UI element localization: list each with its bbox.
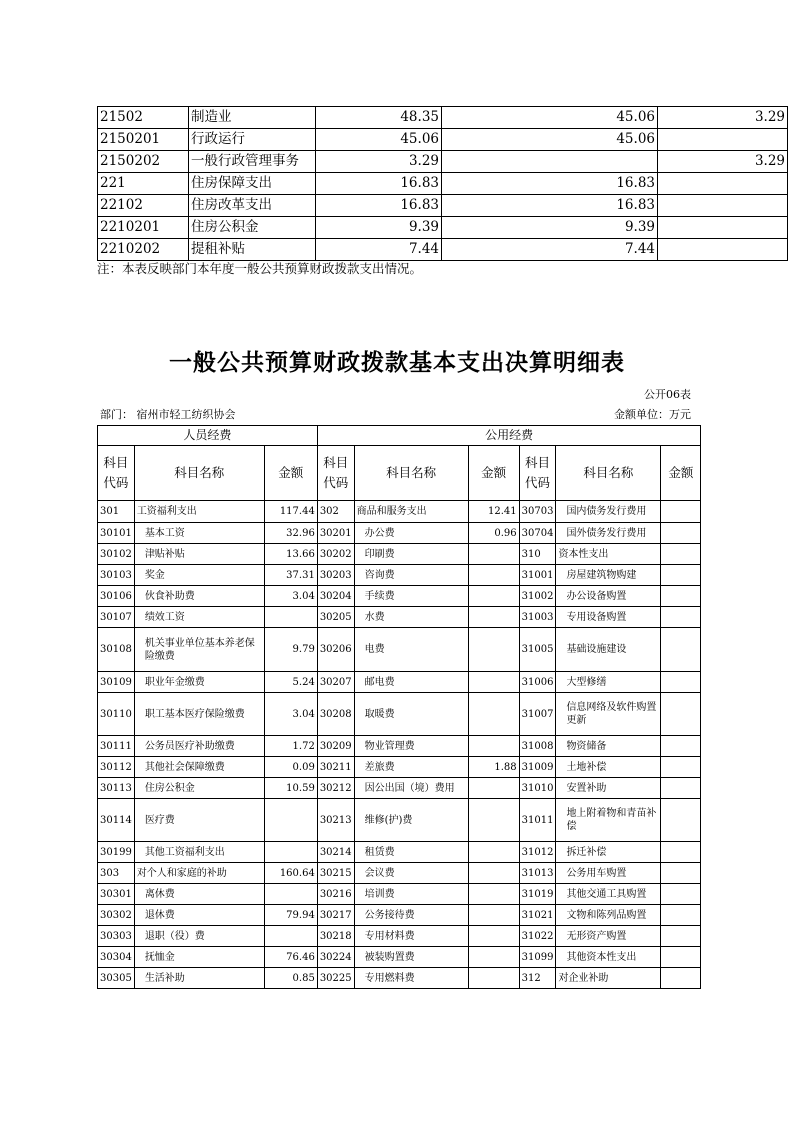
subject-name-cell: 其他工资福利支出 bbox=[134, 842, 264, 863]
amount-cell: 3.04 bbox=[264, 693, 317, 736]
subject-name-cell: 伙食补助费 bbox=[134, 586, 264, 607]
amount-cell bbox=[661, 905, 701, 926]
subject-name-cell: 拆迁补偿 bbox=[556, 842, 661, 863]
amount-cell: 0.96 bbox=[468, 523, 519, 544]
subject-code-cell: 31003 bbox=[519, 607, 556, 628]
amount-cell bbox=[468, 778, 519, 799]
amount-cell bbox=[468, 628, 519, 672]
project-amount-cell bbox=[658, 195, 788, 217]
subject-name-cell: 因公出国（境）费用 bbox=[354, 778, 468, 799]
amount-cell bbox=[264, 884, 317, 905]
subject-name-cell: 住房公积金 bbox=[189, 217, 316, 239]
amount-cell bbox=[468, 565, 519, 586]
project-amount-cell bbox=[658, 217, 788, 239]
subject-name-cell: 信息网络及软件购置更新 bbox=[556, 693, 661, 736]
amount-cell bbox=[661, 501, 701, 523]
col-code-header: 科目代码 bbox=[98, 446, 135, 501]
subject-name-cell: 专用燃料费 bbox=[354, 968, 468, 989]
subject-code-cell: 31021 bbox=[519, 905, 556, 926]
amount-cell bbox=[468, 586, 519, 607]
detail-row bbox=[98, 905, 701, 926]
subject-code-cell: 30213 bbox=[317, 799, 354, 842]
subject-name-cell: 离休费 bbox=[134, 884, 264, 905]
subject-name-cell: 资本性支出 bbox=[556, 544, 661, 565]
subject-code-cell: 301 bbox=[98, 501, 135, 523]
subject-code-cell: 31013 bbox=[519, 863, 556, 884]
section-header-row bbox=[98, 426, 701, 446]
subject-code-cell: 30704 bbox=[519, 523, 556, 544]
top-table-row bbox=[98, 173, 788, 195]
total-amount-cell: 3.29 bbox=[316, 151, 442, 173]
subject-code-cell: 310 bbox=[519, 544, 556, 565]
detail-row bbox=[98, 501, 701, 523]
amount-cell bbox=[661, 757, 701, 778]
subject-name-cell: 土地补偿 bbox=[556, 757, 661, 778]
subject-name-cell: 国外债务发行费用 bbox=[556, 523, 661, 544]
amount-cell: 10.59 bbox=[264, 778, 317, 799]
subject-code-cell: 30304 bbox=[98, 947, 135, 968]
subject-name-cell: 差旅费 bbox=[354, 757, 468, 778]
detail-row bbox=[98, 947, 701, 968]
amount-cell bbox=[661, 778, 701, 799]
project-amount-cell: 3.29 bbox=[658, 107, 788, 129]
amount-cell bbox=[661, 544, 701, 565]
subject-name-cell: 住房保障支出 bbox=[189, 173, 316, 195]
subject-name-cell: 租赁费 bbox=[354, 842, 468, 863]
subject-name-cell: 公务员医疗补助缴费 bbox=[134, 736, 264, 757]
detail-row bbox=[98, 778, 701, 799]
total-amount-cell: 48.35 bbox=[316, 107, 442, 129]
amount-unit-label: 金额单位：万元 bbox=[614, 408, 691, 421]
detail-row bbox=[98, 863, 701, 884]
basic-amount-cell: 7.44 bbox=[442, 239, 658, 261]
top-expenditure-table bbox=[97, 106, 788, 261]
subject-name-cell: 生活补助 bbox=[134, 968, 264, 989]
amount-cell bbox=[468, 842, 519, 863]
detail-row bbox=[98, 884, 701, 905]
amount-cell bbox=[661, 863, 701, 884]
subject-name-cell: 对个人和家庭的补助 bbox=[134, 863, 264, 884]
subject-code-cell: 303 bbox=[98, 863, 135, 884]
amount-cell bbox=[468, 884, 519, 905]
subject-code-cell: 30212 bbox=[317, 778, 354, 799]
amount-cell bbox=[661, 736, 701, 757]
subject-name-cell: 一般行政管理事务 bbox=[189, 151, 316, 173]
subject-code-cell: 31019 bbox=[519, 884, 556, 905]
subject-code-cell: 30209 bbox=[317, 736, 354, 757]
subject-code-cell: 30114 bbox=[98, 799, 135, 842]
amount-cell bbox=[264, 842, 317, 863]
col-amount-header: 金额 bbox=[468, 446, 519, 501]
subject-code-cell: 30199 bbox=[98, 842, 135, 863]
subject-code-cell: 30207 bbox=[317, 672, 354, 693]
subject-name-cell: 住房改革支出 bbox=[189, 195, 316, 217]
amount-cell bbox=[264, 799, 317, 842]
amount-cell bbox=[468, 799, 519, 842]
basic-expenditure-detail-table bbox=[97, 425, 701, 989]
amount-cell bbox=[468, 544, 519, 565]
amount-cell bbox=[661, 607, 701, 628]
detail-row bbox=[98, 544, 701, 565]
subject-name-cell: 安置补助 bbox=[556, 778, 661, 799]
subject-code-cell: 30302 bbox=[98, 905, 135, 926]
subject-name-cell: 行政运行 bbox=[189, 129, 316, 151]
detail-row bbox=[98, 757, 701, 778]
subject-code-cell: 302 bbox=[317, 501, 354, 523]
amount-cell: 0.85 bbox=[264, 968, 317, 989]
subject-name-cell: 无形资产购置 bbox=[556, 926, 661, 947]
subject-code-cell: 30703 bbox=[519, 501, 556, 523]
subject-name-cell: 职业年金缴费 bbox=[134, 672, 264, 693]
top-table-note: 注：本表反映部门本年度一般公共预算财政拨款支出情况。 bbox=[97, 261, 423, 276]
subject-name-cell: 公务接待费 bbox=[354, 905, 468, 926]
basic-amount-cell: 9.39 bbox=[442, 217, 658, 239]
project-amount-cell: 3.29 bbox=[658, 151, 788, 173]
subject-name-cell: 对企业补助 bbox=[556, 968, 661, 989]
subject-code-cell: 2210201 bbox=[98, 217, 189, 239]
subject-name-cell: 办公设备购置 bbox=[556, 586, 661, 607]
subject-name-cell: 物资储备 bbox=[556, 736, 661, 757]
subject-name-cell: 手续费 bbox=[354, 586, 468, 607]
amount-cell: 5.24 bbox=[264, 672, 317, 693]
top-table-row bbox=[98, 239, 788, 261]
amount-cell bbox=[468, 736, 519, 757]
project-amount-cell bbox=[658, 173, 788, 195]
detail-row bbox=[98, 799, 701, 842]
subject-name-cell: 机关事业单位基本养老保险缴费 bbox=[134, 628, 264, 672]
col-name-header: 科目名称 bbox=[556, 446, 661, 501]
amount-cell: 3.04 bbox=[264, 586, 317, 607]
subject-code-cell: 30102 bbox=[98, 544, 135, 565]
amount-cell bbox=[661, 628, 701, 672]
subject-name-cell: 物业管理费 bbox=[354, 736, 468, 757]
amount-cell bbox=[661, 842, 701, 863]
subject-code-cell: 31099 bbox=[519, 947, 556, 968]
subject-code-cell: 30201 bbox=[317, 523, 354, 544]
main-table-body bbox=[98, 426, 701, 989]
subject-code-cell: 30225 bbox=[317, 968, 354, 989]
subject-code-cell: 31011 bbox=[519, 799, 556, 842]
subject-name-cell: 培训费 bbox=[354, 884, 468, 905]
subject-name-cell: 地上附着物和青苗补偿 bbox=[556, 799, 661, 842]
top-table-row bbox=[98, 107, 788, 129]
col-name-header: 科目名称 bbox=[134, 446, 264, 501]
amount-cell: 117.44 bbox=[264, 501, 317, 523]
subject-name-cell: 会议费 bbox=[354, 863, 468, 884]
subject-code-cell: 30205 bbox=[317, 607, 354, 628]
basic-amount-cell: 16.83 bbox=[442, 195, 658, 217]
detail-row bbox=[98, 565, 701, 586]
subject-name-cell: 咨询费 bbox=[354, 565, 468, 586]
amount-cell bbox=[661, 693, 701, 736]
amount-cell: 76.46 bbox=[264, 947, 317, 968]
subject-name-cell: 抚恤金 bbox=[134, 947, 264, 968]
subject-code-cell: 312 bbox=[519, 968, 556, 989]
detail-row bbox=[98, 842, 701, 863]
subject-code-cell: 30101 bbox=[98, 523, 135, 544]
subject-name-cell: 被装购置费 bbox=[354, 947, 468, 968]
col-amount-header: 金额 bbox=[264, 446, 317, 501]
subject-name-cell: 维修(护)费 bbox=[354, 799, 468, 842]
amount-cell: 1.72 bbox=[264, 736, 317, 757]
subject-name-cell: 提租补贴 bbox=[189, 239, 316, 261]
amount-cell bbox=[468, 947, 519, 968]
subject-code-cell: 2150201 bbox=[98, 129, 189, 151]
subject-name-cell: 专用材料费 bbox=[354, 926, 468, 947]
amount-cell bbox=[661, 586, 701, 607]
subject-name-cell: 取暖费 bbox=[354, 693, 468, 736]
detail-row bbox=[98, 736, 701, 757]
amount-cell: 1.88 bbox=[468, 757, 519, 778]
amount-cell bbox=[264, 926, 317, 947]
amount-cell bbox=[661, 968, 701, 989]
amount-cell bbox=[468, 693, 519, 736]
subject-name-cell: 大型修缮 bbox=[556, 672, 661, 693]
amount-cell bbox=[468, 863, 519, 884]
col-code-header: 科目代码 bbox=[317, 446, 354, 501]
amount-cell bbox=[661, 565, 701, 586]
subject-code-cell: 31001 bbox=[519, 565, 556, 586]
column-header-row bbox=[98, 446, 701, 501]
subject-code-cell: 31008 bbox=[519, 736, 556, 757]
detail-row bbox=[98, 693, 701, 736]
subject-code-cell: 30218 bbox=[317, 926, 354, 947]
amount-cell bbox=[661, 947, 701, 968]
personnel-section-header: 人员经费 bbox=[98, 426, 318, 446]
amount-cell bbox=[468, 968, 519, 989]
subject-code-cell: 30208 bbox=[317, 693, 354, 736]
subject-code-cell: 30103 bbox=[98, 565, 135, 586]
detail-row bbox=[98, 628, 701, 672]
subject-name-cell: 制造业 bbox=[189, 107, 316, 129]
subject-code-cell: 30214 bbox=[317, 842, 354, 863]
total-amount-cell: 7.44 bbox=[316, 239, 442, 261]
subject-name-cell: 津贴补贴 bbox=[134, 544, 264, 565]
subject-code-cell: 31009 bbox=[519, 757, 556, 778]
subject-code-cell: 30303 bbox=[98, 926, 135, 947]
subject-code-cell: 30108 bbox=[98, 628, 135, 672]
subject-code-cell: 30113 bbox=[98, 778, 135, 799]
subject-name-cell: 办公费 bbox=[354, 523, 468, 544]
subject-name-cell: 工资福利支出 bbox=[134, 501, 264, 523]
subject-name-cell: 水费 bbox=[354, 607, 468, 628]
subject-code-cell: 30107 bbox=[98, 607, 135, 628]
subject-code-cell: 31007 bbox=[519, 693, 556, 736]
subject-code-cell: 30109 bbox=[98, 672, 135, 693]
detail-row bbox=[98, 607, 701, 628]
subject-code-cell: 30216 bbox=[317, 884, 354, 905]
subject-code-cell: 31022 bbox=[519, 926, 556, 947]
subject-name-cell: 住房公积金 bbox=[134, 778, 264, 799]
amount-cell: 37.31 bbox=[264, 565, 317, 586]
subject-code-cell: 30206 bbox=[317, 628, 354, 672]
subject-code-cell: 30106 bbox=[98, 586, 135, 607]
subject-code-cell: 30203 bbox=[317, 565, 354, 586]
subject-code-cell: 31006 bbox=[519, 672, 556, 693]
form-number: 公开06表 bbox=[644, 388, 691, 401]
amount-cell bbox=[468, 905, 519, 926]
col-code-header: 科目代码 bbox=[519, 446, 556, 501]
amount-cell bbox=[661, 523, 701, 544]
total-amount-cell: 45.06 bbox=[316, 129, 442, 151]
subject-name-cell: 基本工资 bbox=[134, 523, 264, 544]
subject-name-cell: 其他社会保障缴费 bbox=[134, 757, 264, 778]
detail-row bbox=[98, 523, 701, 544]
amount-cell: 13.66 bbox=[264, 544, 317, 565]
detail-row bbox=[98, 672, 701, 693]
subject-code-cell: 30204 bbox=[317, 586, 354, 607]
subject-code-cell: 2210202 bbox=[98, 239, 189, 261]
subject-name-cell: 商品和服务支出 bbox=[354, 501, 468, 523]
total-amount-cell: 16.83 bbox=[316, 173, 442, 195]
subject-name-cell: 其他交通工具购置 bbox=[556, 884, 661, 905]
top-table-row bbox=[98, 217, 788, 239]
subject-code-cell: 30111 bbox=[98, 736, 135, 757]
detail-row bbox=[98, 968, 701, 989]
subject-name-cell: 职工基本医疗保险缴费 bbox=[134, 693, 264, 736]
subject-code-cell: 31010 bbox=[519, 778, 556, 799]
amount-cell bbox=[661, 672, 701, 693]
project-amount-cell bbox=[658, 129, 788, 151]
amount-cell: 0.09 bbox=[264, 757, 317, 778]
subject-name-cell: 印刷费 bbox=[354, 544, 468, 565]
col-name-header: 科目名称 bbox=[354, 446, 468, 501]
subject-name-cell: 退职（役）费 bbox=[134, 926, 264, 947]
basic-amount-cell: 45.06 bbox=[442, 129, 658, 151]
amount-cell: 79.94 bbox=[264, 905, 317, 926]
top-table-row bbox=[98, 151, 788, 173]
top-table-row bbox=[98, 129, 788, 151]
subject-code-cell: 30224 bbox=[317, 947, 354, 968]
subject-code-cell: 30112 bbox=[98, 757, 135, 778]
subject-code-cell: 30215 bbox=[317, 863, 354, 884]
amount-cell bbox=[264, 607, 317, 628]
top-table-body bbox=[98, 107, 788, 261]
subject-name-cell: 邮电费 bbox=[354, 672, 468, 693]
subject-code-cell: 221 bbox=[98, 173, 189, 195]
subject-name-cell: 退休费 bbox=[134, 905, 264, 926]
top-table-row bbox=[98, 195, 788, 217]
page-title: 一般公共预算财政拨款基本支出决算明细表 bbox=[169, 350, 625, 376]
public-section-header: 公用经费 bbox=[317, 426, 701, 446]
subject-code-cell: 22102 bbox=[98, 195, 189, 217]
subject-name-cell: 专用设备购置 bbox=[556, 607, 661, 628]
basic-amount-cell bbox=[442, 151, 658, 173]
subject-name-cell: 电费 bbox=[354, 628, 468, 672]
subject-code-cell: 30202 bbox=[317, 544, 354, 565]
amount-cell: 12.41 bbox=[468, 501, 519, 523]
detail-row bbox=[98, 586, 701, 607]
subject-code-cell: 31002 bbox=[519, 586, 556, 607]
detail-row bbox=[98, 926, 701, 947]
subject-name-cell: 国内债务发行费用 bbox=[556, 501, 661, 523]
subject-name-cell: 医疗费 bbox=[134, 799, 264, 842]
amount-cell: 9.79 bbox=[264, 628, 317, 672]
subject-name-cell: 绩效工资 bbox=[134, 607, 264, 628]
subject-code-cell: 30217 bbox=[317, 905, 354, 926]
subject-name-cell: 文物和陈列品购置 bbox=[556, 905, 661, 926]
amount-cell bbox=[661, 926, 701, 947]
total-amount-cell: 16.83 bbox=[316, 195, 442, 217]
subject-code-cell: 31005 bbox=[519, 628, 556, 672]
amount-cell: 32.96 bbox=[264, 523, 317, 544]
basic-amount-cell: 45.06 bbox=[442, 107, 658, 129]
amount-cell: 160.64 bbox=[264, 863, 317, 884]
col-amount-header: 金额 bbox=[661, 446, 701, 501]
subject-name-cell: 公务用车购置 bbox=[556, 863, 661, 884]
subject-code-cell: 30211 bbox=[317, 757, 354, 778]
project-amount-cell bbox=[658, 239, 788, 261]
subject-code-cell: 30305 bbox=[98, 968, 135, 989]
amount-cell bbox=[468, 672, 519, 693]
subject-code-cell: 21502 bbox=[98, 107, 189, 129]
subject-code-cell: 31012 bbox=[519, 842, 556, 863]
subject-name-cell: 其他资本性支出 bbox=[556, 947, 661, 968]
amount-cell bbox=[661, 884, 701, 905]
subject-code-cell: 30301 bbox=[98, 884, 135, 905]
subject-name-cell: 房屋建筑物购建 bbox=[556, 565, 661, 586]
amount-cell bbox=[661, 799, 701, 842]
subject-name-cell: 基础设施建设 bbox=[556, 628, 661, 672]
department-label: 部门： 宿州市轻工纺织协会 bbox=[100, 408, 236, 421]
basic-amount-cell: 16.83 bbox=[442, 173, 658, 195]
subject-code-cell: 2150202 bbox=[98, 151, 189, 173]
amount-cell bbox=[468, 607, 519, 628]
subject-name-cell: 奖金 bbox=[134, 565, 264, 586]
subject-code-cell: 30110 bbox=[98, 693, 135, 736]
total-amount-cell: 9.39 bbox=[316, 217, 442, 239]
amount-cell bbox=[468, 926, 519, 947]
